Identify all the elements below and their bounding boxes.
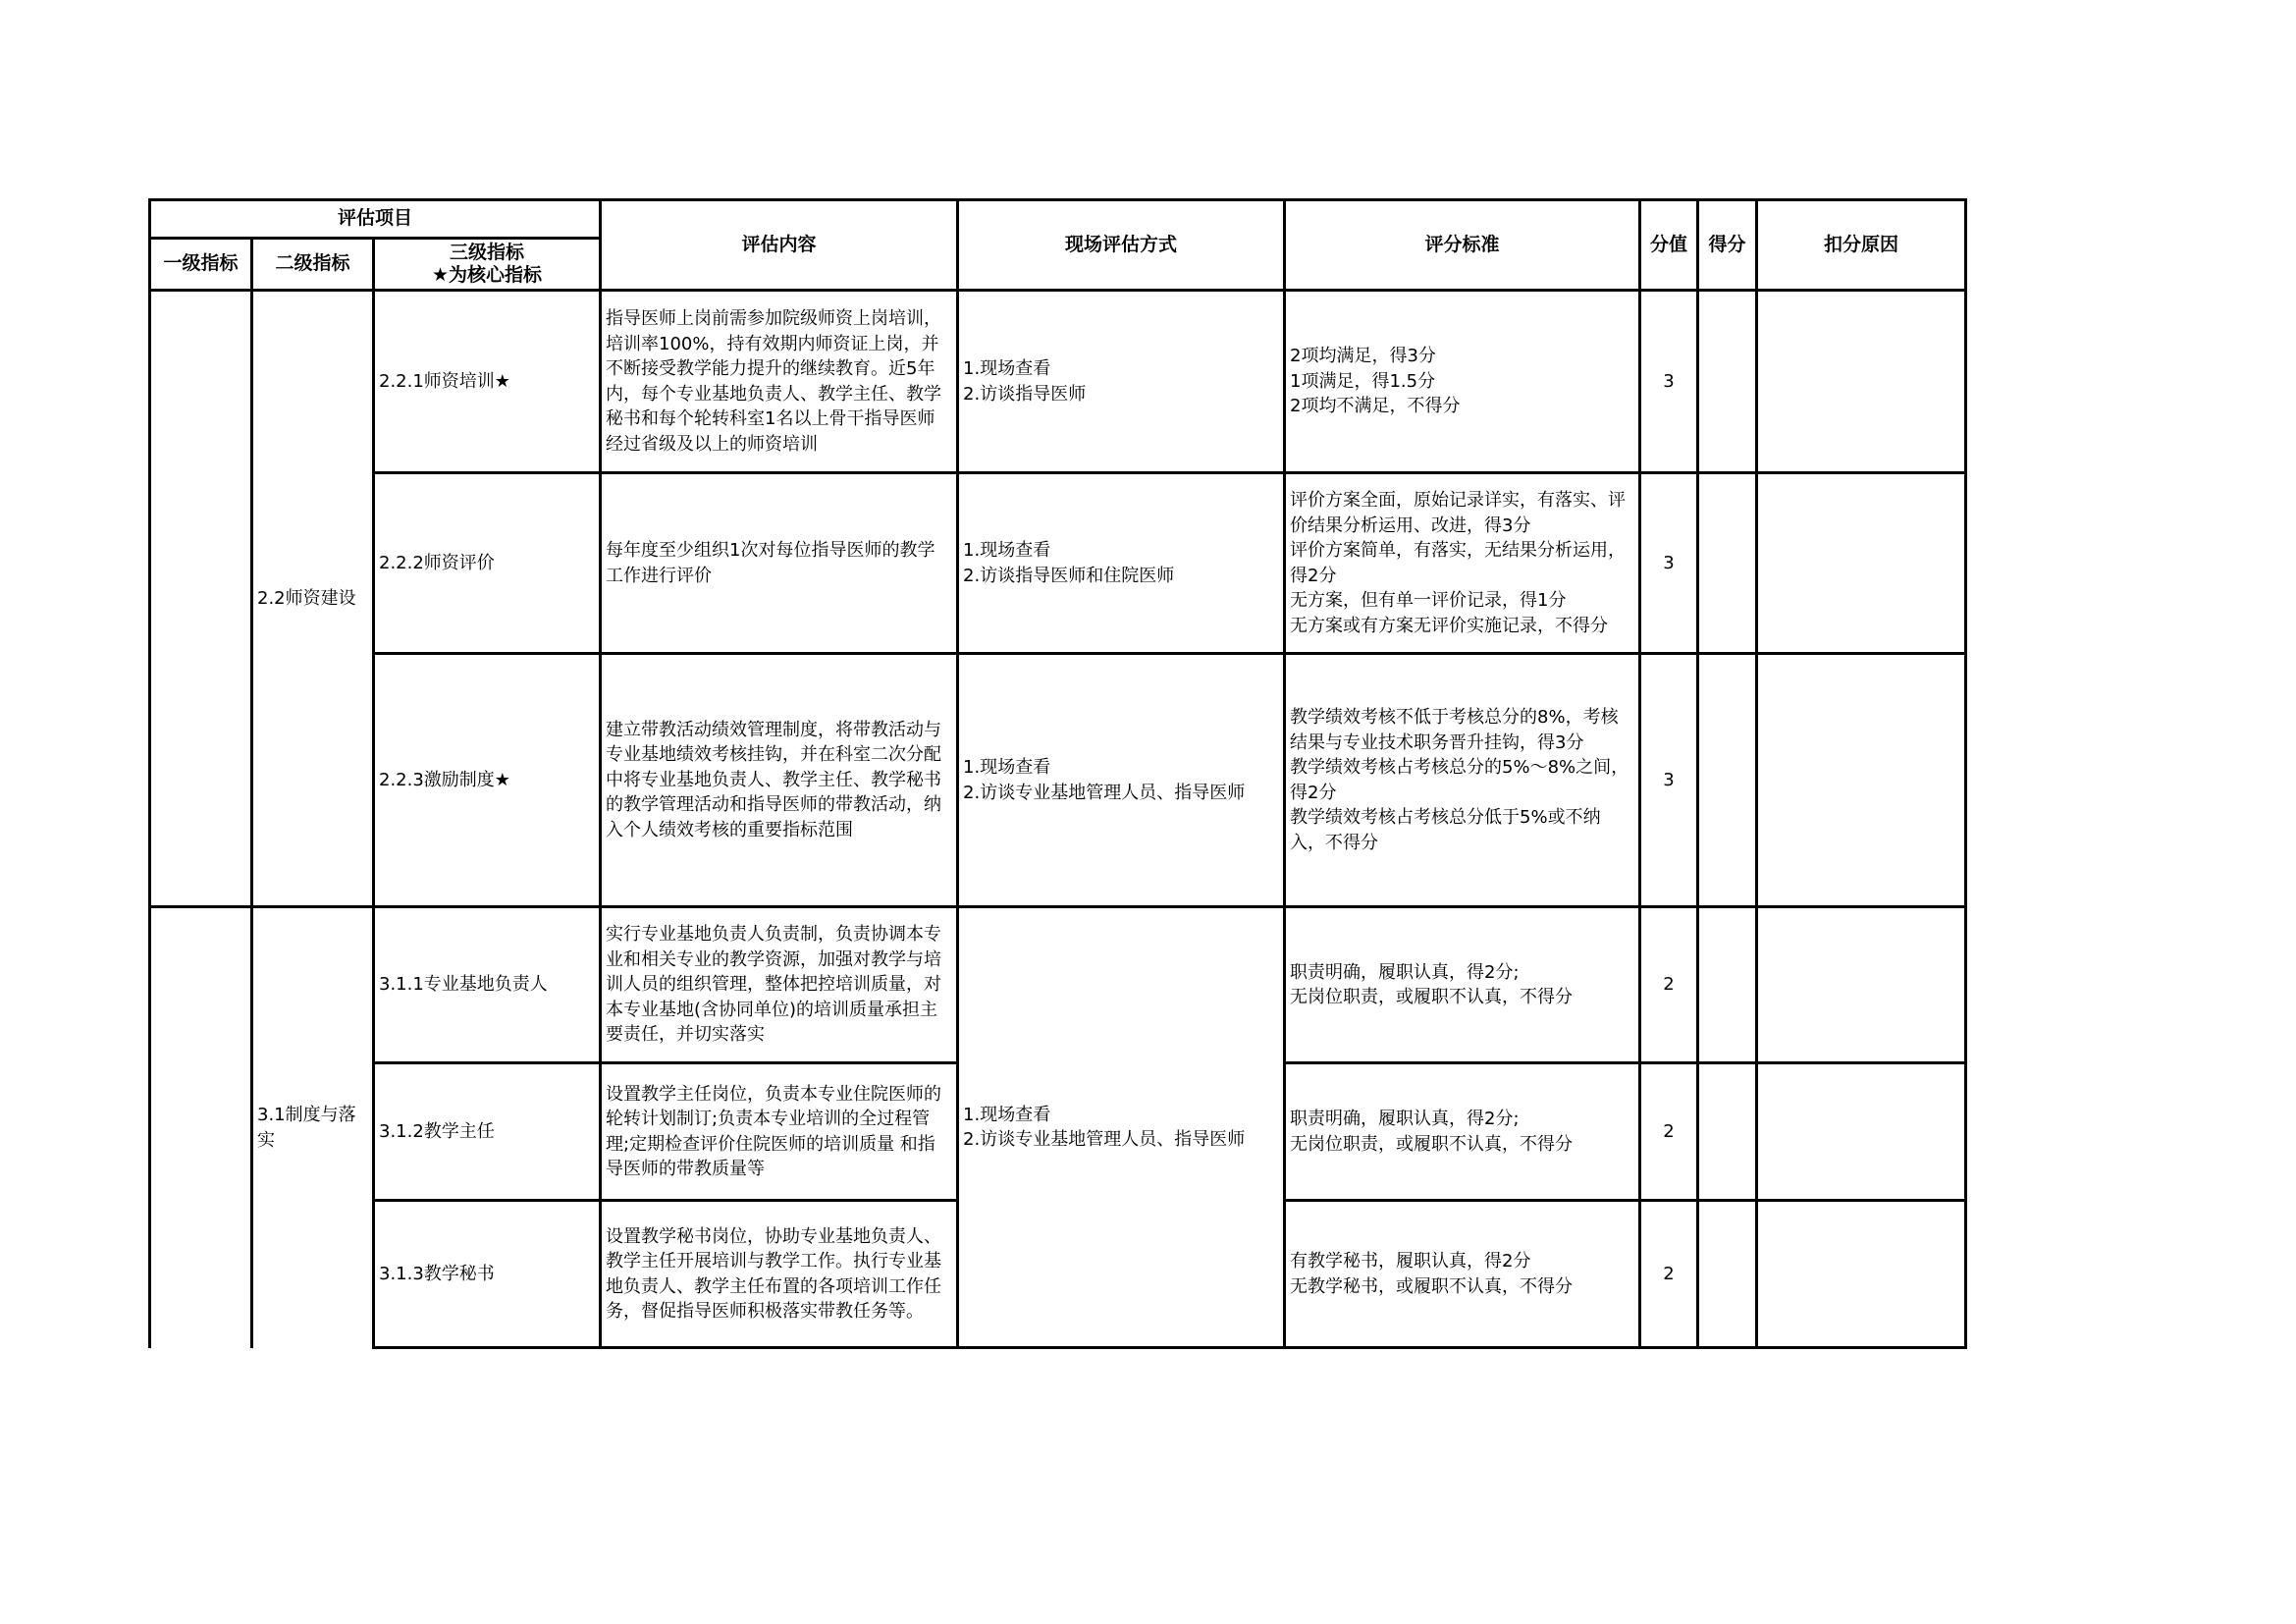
method-cell: 1.现场查看 2.访谈指导医师 — [958, 291, 1285, 473]
level1-cell — [150, 291, 252, 907]
level2-cell: 2.2师资建设 — [252, 291, 374, 907]
table-row — [150, 291, 1966, 473]
table-row — [150, 907, 1966, 1063]
score-cell: 3 — [1640, 654, 1698, 907]
reason-cell — [1757, 473, 1966, 654]
level2-cell: 3.1制度与落实 — [252, 907, 374, 1348]
method-cell: 1.现场查看 2.访谈指导医师和住院医师 — [958, 473, 1285, 654]
criteria-cell: 2项均满足，得3分 1项满足，得1.5分 2项均不满足，不得分 — [1285, 291, 1640, 473]
level3-cell: 3.1.2教学主任 — [374, 1063, 601, 1201]
criteria-cell: 评价方案全面，原始记录详实，有落实、评价结果分析运用、改进，得3分 评价方案简单，有落实，无结果分析运用，得2分 无方案，但有单一评价记录，得1分 无方案或有方案无评价实施记录，不得分 — [1285, 473, 1640, 654]
header-level2: 二级指标 — [252, 239, 374, 291]
header-level3: 三级指标 ★为核心指标 — [374, 239, 601, 291]
reason-cell — [1757, 907, 1966, 1063]
content-cell: 建立带教活动绩效管理制度，将带教活动与专业基地绩效考核挂钩，并在科室二次分配中将专业基地负责人、教学主任、教学秘书的教学管理活动和指导医师的带教活动，纳入个人绩效考核的重要指标范围 — [601, 654, 958, 907]
header-group: 评估项目 — [150, 200, 601, 239]
score-cell: 3 — [1640, 473, 1698, 654]
level3-cell: 3.1.3教学秘书 — [374, 1201, 601, 1348]
header-got: 得分 — [1698, 200, 1757, 291]
level3-cell: 2.2.2师资评价 — [374, 473, 601, 654]
header-level1: 一级指标 — [150, 239, 252, 291]
content-cell: 每年度至少组织1次对每位指导医师的教学工作进行评价 — [601, 473, 958, 654]
reason-cell — [1757, 1201, 1966, 1348]
level3-cell: 2.2.1师资培训★ — [374, 291, 601, 473]
reason-cell — [1757, 291, 1966, 473]
criteria-cell: 教学绩效考核不低于考核总分的8%，考核结果与专业技术职务晋升挂钩，得3分 教学绩效考核占考核总分的5%～8%之间，得2分 教学绩效考核占考核总分低于5%或不纳入，不得分 — [1285, 654, 1640, 907]
score-cell: 3 — [1640, 291, 1698, 473]
table-row — [150, 654, 1966, 907]
table-row — [150, 473, 1966, 654]
got-cell — [1698, 291, 1757, 473]
content-cell: 实行专业基地负责人负责制，负责协调本专业和相关专业的教学资源，加强对教学与培训人员的组织管理，整体把控培训质量，对本专业基地(含协同单位)的培训质量承担主要责任，并切实落实 — [601, 907, 958, 1063]
content-cell: 设置教学秘书岗位，协助专业基地负责人、教学主任开展培训与教学工作。执行专业基地负责人、教学主任布置的各项培训工作任务，督促指导医师积极落实带教任务等。 — [601, 1201, 958, 1348]
evaluation-table — [148, 198, 1967, 1349]
got-cell — [1698, 1063, 1757, 1201]
level3-cell: 2.2.3激励制度★ — [374, 654, 601, 907]
criteria-cell: 职责明确，履职认真，得2分; 无岗位职责，或履职不认真，不得分 — [1285, 1063, 1640, 1201]
header-content: 评估内容 — [601, 200, 958, 291]
level1-cell — [150, 907, 252, 1348]
score-cell: 2 — [1640, 1201, 1698, 1348]
criteria-cell: 有教学秘书，履职认真，得2分 无教学秘书，或履职不认真，不得分 — [1285, 1201, 1640, 1348]
header-reason: 扣分原因 — [1757, 200, 1966, 291]
got-cell — [1698, 907, 1757, 1063]
score-cell: 2 — [1640, 907, 1698, 1063]
score-cell: 2 — [1640, 1063, 1698, 1201]
criteria-cell: 职责明确，履职认真，得2分; 无岗位职责，或履职不认真，不得分 — [1285, 907, 1640, 1063]
method-cell: 1.现场查看 2.访谈专业基地管理人员、指导医师 — [958, 907, 1285, 1348]
got-cell — [1698, 473, 1757, 654]
reason-cell — [1757, 1063, 1966, 1201]
header-score: 分值 — [1640, 200, 1698, 291]
content-cell: 指导医师上岗前需参加院级师资上岗培训，培训率100%，持有效期内师资证上岗，并不断接受教学能力提升的继续教育。近5年内，每个专业基地负责人、教学主任、教学秘书和每个轮转科室1名以上骨干指导医师经过省级及以上的师资培训 — [601, 291, 958, 473]
content-cell: 设置教学主任岗位，负责本专业住院医师的轮转计划制订;负责本专业培训的全过程管理;定期检查评价住院医师的培训质量 和指导医师的带教质量等 — [601, 1063, 958, 1201]
reason-cell — [1757, 654, 1966, 907]
header-method: 现场评估方式 — [958, 200, 1285, 291]
got-cell — [1698, 654, 1757, 907]
header-criteria: 评分标准 — [1285, 200, 1640, 291]
level3-cell: 3.1.1专业基地负责人 — [374, 907, 601, 1063]
method-cell: 1.现场查看 2.访谈专业基地管理人员、指导医师 — [958, 654, 1285, 907]
got-cell — [1698, 1201, 1757, 1348]
